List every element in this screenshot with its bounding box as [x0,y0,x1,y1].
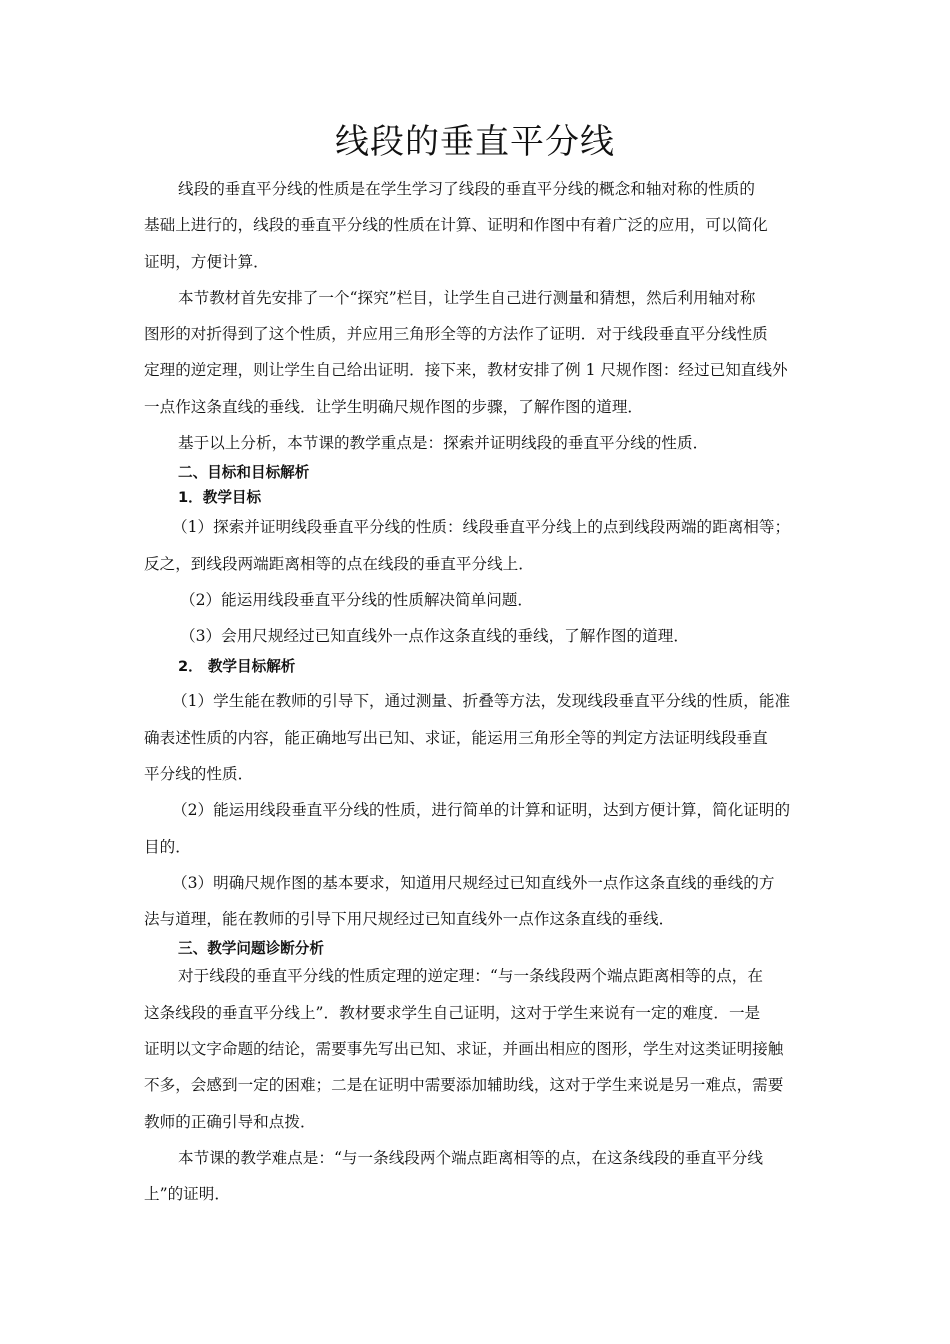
document-title: 线段的垂直平分线 [335,122,615,162]
paragraph-line: 确表述性质的内容，能正确地写出已知、求证，能运用三角形全等的判定方法证明线段垂直 [144,729,768,747]
paragraph-line: （3）会用尺规经过已知直线外一点作这条直线的垂线，了解作图的道理． [180,627,689,645]
paragraph-line: 不多，会感到一定的困难；二是在证明中需要添加辅助线，这对于学生来说是另一难点，需要 [144,1076,784,1094]
paragraph-line: （2）能运用线段垂直平分线的性质解决简单问题． [180,591,533,609]
paragraph-line: 教师的正确引导和点拨． [144,1113,316,1131]
paragraph-line: 本节教材首先安排了一个“探究”栏目，让学生自己进行测量和猜想，然后利用轴对称 [178,289,756,307]
paragraph-line: 证明以文字命题的结论，需要事先写出已知、求证，并画出相应的图形，学生对这类证明接触 [144,1040,784,1058]
paragraph-line: 线段的垂直平分线的性质是在学生学习了线段的垂直平分线的概念和轴对称的性质的 [178,180,755,198]
paragraph-line: 对于线段的垂直平分线的性质定理的逆定理：“与一条线段两个端点距离相等的点，在 [178,967,763,985]
paragraph-line: 图形的对折得到了这个性质，并应用三角形全等的方法作了证明．对于线段垂直平分线性质 [144,325,768,343]
subsection-heading: 1．教学目标 [178,489,262,506]
paragraph-line: 基础上进行的，线段的垂直平分线的性质在计算、证明和作图中有着广泛的应用，可以简化 [144,216,768,234]
paragraph-line: 上”的证明． [144,1185,230,1203]
paragraph-line: 基于以上分析，本节课的教学重点是：探索并证明线段的垂直平分线的性质． [178,434,709,452]
paragraph-line: 证明，方便计算． [144,253,269,271]
paragraph-line: 反之，到线段两端距离相等的点在线段的垂直平分线上． [144,555,534,573]
paragraph-line: 定理的逆定理，则让学生自己给出证明．接下来，教材安排了例 1 尺规作图：经过已知直线外 [144,361,788,379]
paragraph-line: 这条线段的垂直平分线上”．教材要求学生自己证明，这对于学生来说有一定的难度．一是 [144,1004,761,1022]
paragraph-line: （2）能运用线段垂直平分线的性质，进行简单的计算和证明，达到方便计算，简化证明的 [172,801,791,819]
paragraph-line: （1）学生能在教师的引导下，通过测量、折叠等方法，发现线段垂直平分线的性质，能准 [172,692,791,710]
paragraph-line: 本节课的教学难点是：“与一条线段两个端点距离相等的点，在这条线段的垂直平分线 [178,1149,763,1167]
subsection-heading: 2． 教学目标解析 [178,658,296,675]
paragraph-line: （1）探索并证明线段垂直平分线的性质：线段垂直平分线上的点到线段两端的距离相等； [172,518,791,536]
paragraph-line: （3）明确尺规作图的基本要求，知道用尺规经过已知直线外一点作这条直线的垂线的方 [172,874,775,892]
section-heading: 三、教学问题诊断分析 [178,940,324,957]
paragraph-line: 目的． [144,838,191,856]
paragraph-line: 法与道理，能在教师的引导下用尺规经过已知直线外一点作这条直线的垂线． [144,910,675,928]
section-heading: 二、目标和目标解析 [178,464,310,481]
paragraph-line: 一点作这条直线的垂线．让学生明确尺规作图的步骤，了解作图的道理． [144,398,644,416]
paragraph-line: 平分线的性质． [144,765,254,783]
